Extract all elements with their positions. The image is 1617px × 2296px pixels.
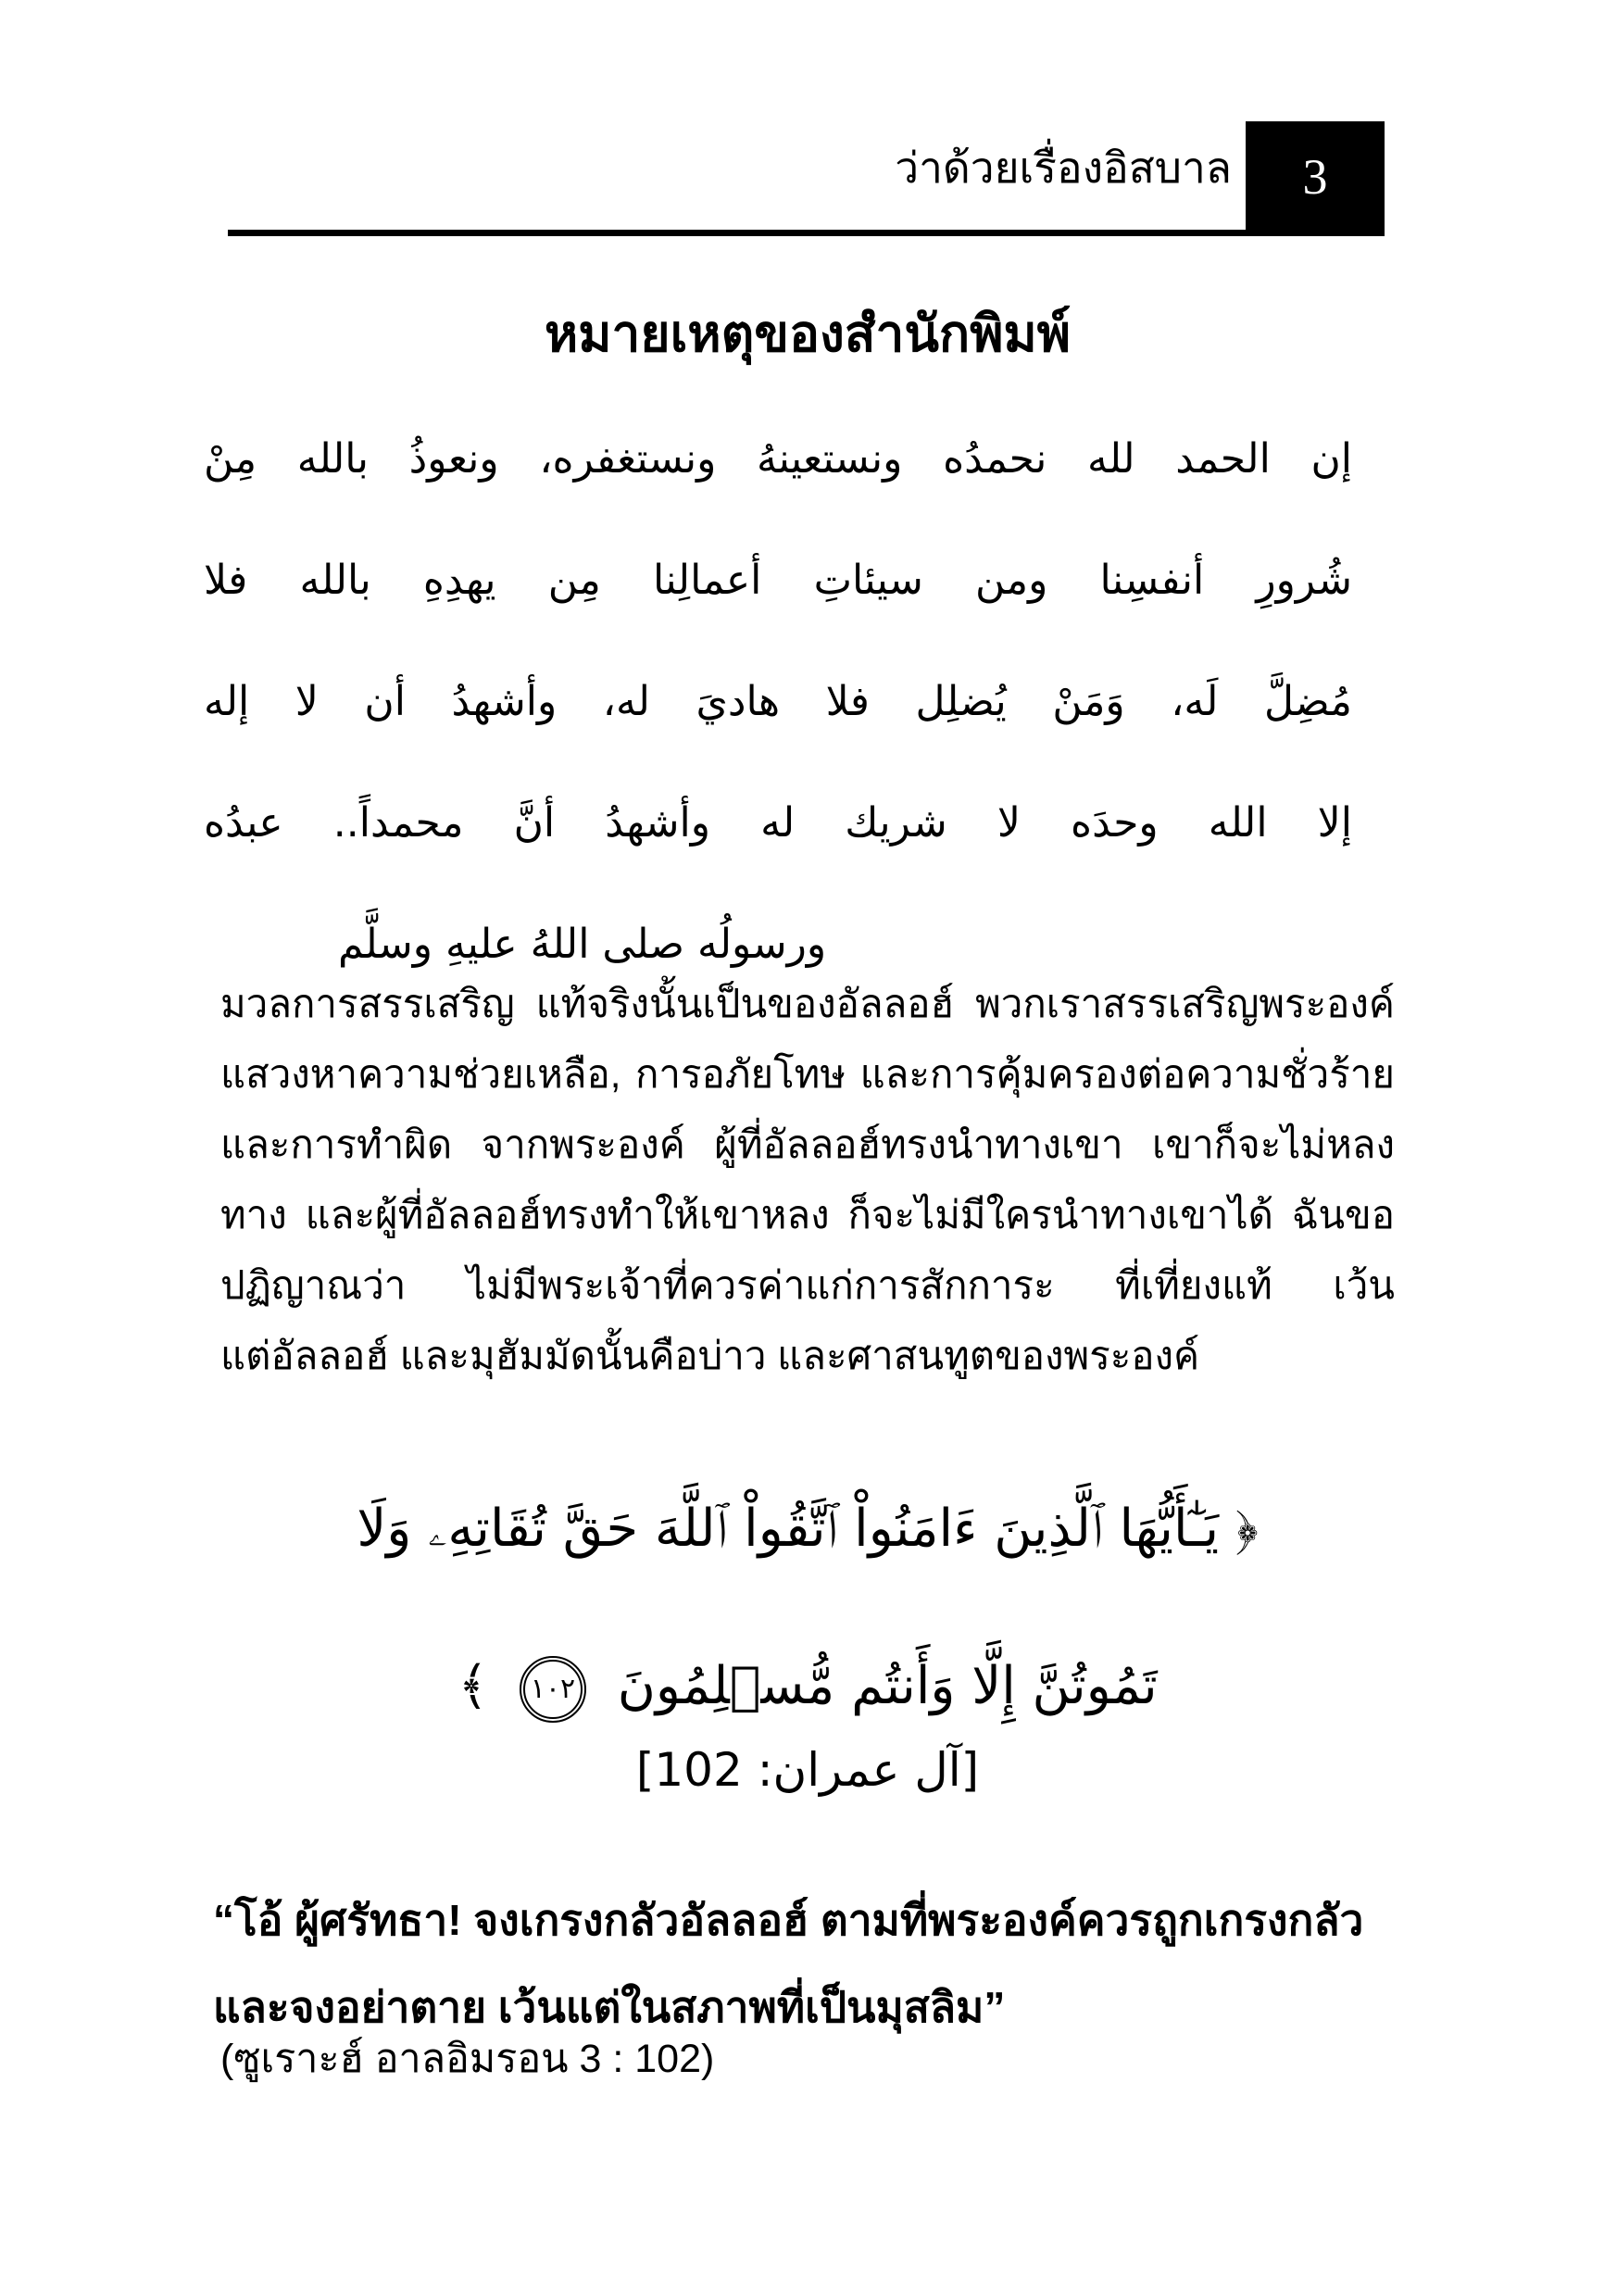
khutbah-line: مُضِلَّ لَه، وَمَنْ يُضلِل فلا هاديَ له، وأشهدُ أن لا إله [204,678,1352,725]
header-rule [228,230,1385,236]
paragraph-line: แต่อัลลอฮ์ และมุฮัมมัดนั้นคือบ่าว และศาสนทูตของพระองค์ [220,1334,1200,1377]
verse-line-1 [220,1450,1395,1608]
source-citation: (ซูเราะฮ์ อาลอิมรอน 3 : 102) [220,2037,715,2081]
paragraph-line: และการทำผิด จากพระองค์ ผู้ที่อัลลอฮ์ทรงนำทางเขา เขาก็จะไม่หลง [220,1123,1395,1166]
quote-line: และจงอย่าตาย เว้นแต่ในสภาพที่เป็นมุสลิม” [213,1983,1006,2031]
paragraph-line: มวลการสรรเสริญ แท้จริงนั้นเป็นของอัลลอฮ์ พวกเราสรรเสริญพระองค์ [220,982,1395,1025]
khutbah-line: شُرورِ أنفسِنا ومن سيئاتِ أعمالِنا مِن يهدِهِ بالله فلا [204,557,1352,604]
verse-text-2: تَمُوتُنَّ إِلَّا وَأَنتُم مُّسۡلِمُونَ [617,1656,1158,1716]
paragraph-line: ทาง และผู้ที่อัลลอฮ์ทรงทำให้เขาหลง ก็จะไม่มีใครนำทางเขาได้ ฉันขอ [220,1193,1395,1236]
translation-quote [213,1876,1417,2051]
quote-line: “โอ้ ผู้ศรัทธา! จงเกรงกลัวอัลลอฮ์ ตามที่พระองค์ควรถูกเกรงกลัว [213,1896,1364,1944]
verse-reference: [آل عمران: 102] [635,1743,980,1797]
paragraph-line: แสวงหาความช่วยเหลือ, การอภัยโทษ และการคุ้มครองต่อความชั่วร้าย [220,1052,1395,1096]
thai-paragraph [220,969,1395,1391]
khutbah-line: إلا الله وحدَه لا شريك له وأشهدُ أنَّ محمداً.. عبدُه [204,799,1352,847]
ayah-number-medallion [520,1656,586,1723]
khutbah-line: ورسولُه صلى اللهُ عليهِ وسلَّم [338,921,827,968]
verse-closing-bracket-ornament: ﴾ [458,1656,489,1716]
quran-verse [220,1450,1395,1765]
page-number: 3 [1302,148,1328,205]
verse-opening-bracket-ornament: ﴿ [1235,1499,1259,1559]
chapter-title: ว่าด้วยเรื่องอิสบาล [895,144,1232,192]
paragraph-line: ปฏิญาณว่า ไม่มีพระเจ้าที่ควรค่าแก่การสักการะ ที่เที่ยงแท้ เว้น [220,1263,1395,1307]
khutbah-block [204,398,1352,1005]
khutbah-line: إن الحمد لله نحمدُه ونستعينهُ ونستغفره، ونعوذُ بالله مِنْ [204,435,1352,483]
page-title: หมายเหตุของสำนักพิมพ์ [545,304,1071,362]
ayah-number: ١٠٢ [530,1673,576,1706]
verse-text-1: يَـٰٓأَيُّهَا ٱلَّذِينَ ءَامَنُواْ ٱتَّقُواْ ٱللَّهَ حَقَّ تُقَاتِهِۦ وَلَا [357,1499,1220,1559]
page-number-box [1246,121,1385,232]
